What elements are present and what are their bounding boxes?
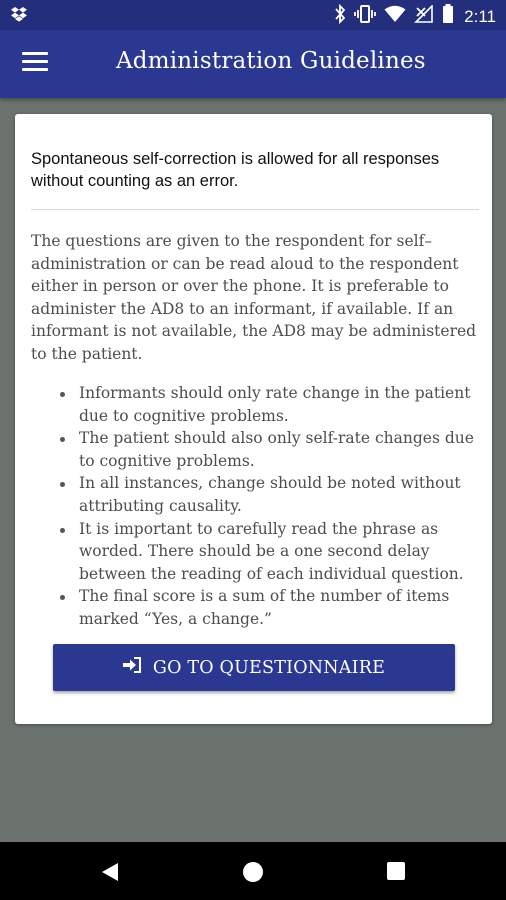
divider <box>31 209 479 210</box>
battery-icon <box>442 4 454 29</box>
status-bar <box>0 0 506 30</box>
wifi-icon <box>384 5 406 28</box>
status-time: 2:11 <box>464 6 496 26</box>
no-signal-icon <box>414 5 434 28</box>
list-item: The final score is a sum of the number of items marked “Yes, a change.” <box>60 585 480 630</box>
list-item: The patient should also only self-rate changes due to cognitive problems. <box>60 427 480 472</box>
page-title: Administration Guidelines <box>116 48 426 74</box>
app-bar <box>0 30 506 98</box>
bluetooth-icon <box>334 4 346 29</box>
go-to-questionnaire-button[interactable] <box>53 644 455 691</box>
list-item: Informants should only rate change in the patient due to cognitive problems. <box>60 382 480 427</box>
recents-icon[interactable] <box>386 861 406 886</box>
back-icon[interactable] <box>100 861 120 888</box>
guidelines-paragraph: The questions are given to the respondent for self–administration or can be read aloud to the respondent either in person or over the phone. It is preferable to administer the AD8 to an informant, if available. If an informant is not available, the AD8 may be administered to the patient. <box>31 232 477 363</box>
list-item: In all instances, change should be noted without attributing causality. <box>60 472 480 517</box>
vibrate-icon <box>354 4 376 29</box>
go-to-questionnaire-label: GO TO QUESTIONNAIRE <box>152 657 386 678</box>
guidelines-list <box>60 382 480 631</box>
dropbox-icon <box>10 6 28 27</box>
intro-text: Spontaneous self-correction is allowed for all responses without counting as an error. <box>31 150 440 190</box>
list-item: It is important to carefully read the phrase as worded. There should be a one second delay between the reading of each individual question. <box>60 518 480 586</box>
home-icon[interactable] <box>242 861 264 888</box>
guidelines-card <box>15 114 492 724</box>
hamburger-menu-icon[interactable] <box>22 52 48 74</box>
navigation-bar <box>0 842 506 900</box>
sign-in-icon <box>123 657 141 678</box>
